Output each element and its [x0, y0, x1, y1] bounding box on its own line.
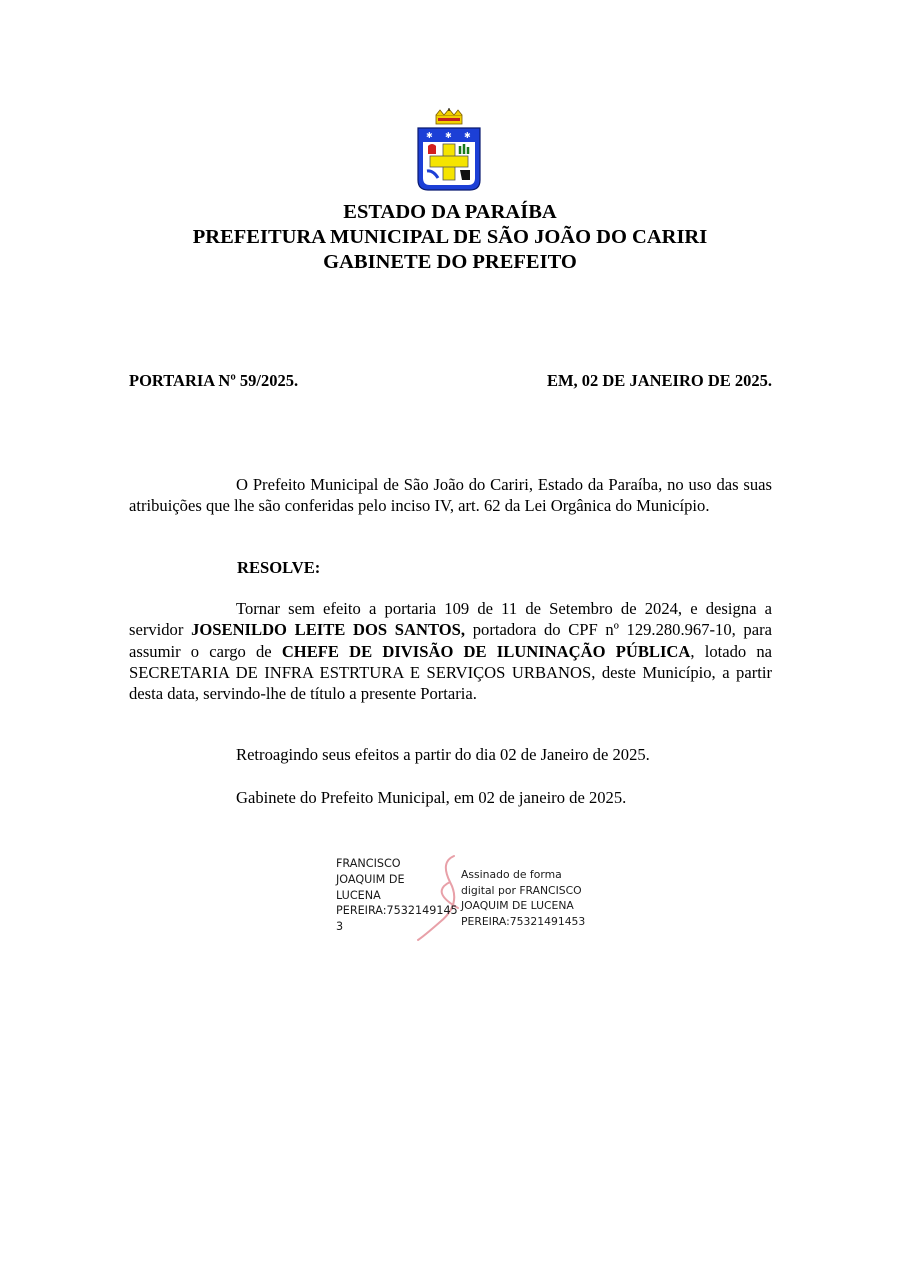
portaria-date: EM, 02 DE JANEIRO DE 2025.	[546, 371, 772, 390]
intro-text: O Prefeito Municipal de São João do Cariri, Estado da Paraíba, no uso das suas atribuições que lhe são conferidas pelo inciso IV, art. 62 da Lei Orgânica do Município.	[129, 475, 772, 516]
role-name: CHEFE DE DIVISÃO DE ILUNINAÇÃO PÚBLICA	[281, 641, 691, 661]
svg-text:✱: ✱	[464, 131, 471, 140]
body-text-3: , lotado na SECRETARIA DE INFRA ESTRTURA E SERVIÇOS URBANOS, deste Município, a partir desta data, servindo-lhe de título a presente Portaria.	[129, 641, 773, 704]
resolve-heading: RESOLVE:	[237, 558, 321, 577]
body-text-1: Tornar sem efeito a portaria 109 de 11 de Setembro de 2024, e designa a servidor	[129, 599, 772, 640]
retro-line: Retroagindo seus efeitos a partir do dia 02 de Janeiro de 2025.	[236, 745, 650, 764]
signer-line: LUCENA	[336, 888, 381, 902]
intro-paragraph	[129, 474, 772, 517]
office-heading: GABINETE DO PREFEITO	[323, 251, 577, 273]
body-paragraph	[129, 598, 772, 704]
svg-text:✱: ✱	[445, 131, 452, 140]
closing-line: Gabinete do Prefeito Municipal, em 02 de janeiro de 2025.	[236, 788, 627, 807]
servant-name: JOSENILDO LEITE DOS SANTOS,	[191, 620, 466, 640]
signer-line: 3	[336, 920, 344, 934]
signature-detail-line: digital por FRANCISCO	[461, 883, 582, 897]
signer-name-block	[336, 856, 458, 935]
signature-detail-line: Assinado de forma	[461, 868, 562, 881]
signature-details-block	[461, 867, 585, 929]
state-heading: ESTADO DA PARAÍBA	[343, 201, 557, 223]
coat-of-arms-icon	[416, 108, 482, 192]
svg-text:✱: ✱	[426, 131, 433, 140]
signer-line: PEREIRA:7532149145	[336, 904, 458, 918]
signer-line: FRANCISCO	[336, 857, 401, 870]
portaria-number: PORTARIA Nº 59/2025.	[129, 371, 299, 390]
prefecture-heading: PREFEITURA MUNICIPAL DE SÃO JOÃO DO CARIRI	[192, 226, 708, 248]
signer-line: JOAQUIM DE	[336, 872, 405, 886]
body-text-2: portadora do CPF nº 129.280.967-10, para assumir o cargo de	[129, 620, 772, 661]
signature-detail-line: PEREIRA:75321491453	[461, 914, 586, 928]
signature-detail-line: JOAQUIM DE LUCENA	[461, 899, 574, 913]
